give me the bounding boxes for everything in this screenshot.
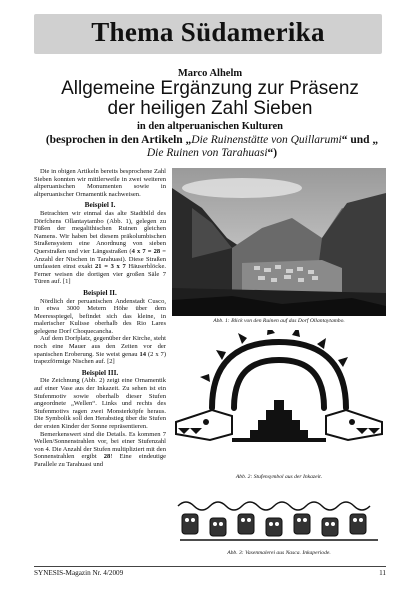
footer-magazine: SYNESIS-Magazin Nr. 4/2009 — [34, 569, 124, 577]
review-mid: “ und „ — [341, 134, 379, 146]
review-ref-2: Die Ruinen von Tarahuasi — [146, 147, 268, 159]
paragraph-example-3a: Die Zeichnung (Abb. 2) zeigt eine Ornamentik auf einer Vase aus der Inkazeit. Zu sehen ist ein Stufenmotiv sowie oberhalb dieser Stufen angeordnete „Wellen“. Links und rechts des Stufenmotivs ragen zwei Monsterköpfe heraus. Die Symbolik soll den Herabstieg über die Stufen der ersten Kinder der Sonne repräsentieren. — [34, 377, 166, 430]
body-column — [34, 168, 166, 469]
nasca-vase-painting — [172, 492, 386, 548]
p2-text-b: Auf dem Dorfplatz, gegenüber der Kirche, steht noch eine Mauer aus den Zeiten vor der spanischen Eroberung. Sie weist genau — [34, 335, 166, 358]
p2-formula: 14 — [139, 350, 147, 358]
page-number: 11 — [379, 569, 386, 577]
article-author: Marco Alhelm — [177, 68, 243, 79]
figure-2-caption: Abb. 2: Stufensymbol aus der Inkazeit. — [235, 474, 323, 480]
review-ref-1: Die Ruinenstätte von Quillarumi — [191, 134, 342, 146]
paragraph-example-2a: Nördlich der peruanischen Andenstadt Cusco, in etwa 3000 Metern Höhe über dem Meeresspiegel, befindet sich das kleine, in malerischer Kulisse oberhalb des Rio Lares gelegene Dorf Choquecancha. — [34, 297, 166, 335]
figure-1-caption: Abb. 1: Blick von den Ruinen auf das Dorf Ollantaytambo. — [213, 318, 345, 324]
figure-3 — [172, 492, 386, 556]
figure-1 — [172, 168, 386, 324]
p1-text-b: = Anzahl der Nischen in Tarahuasi). Diese Straßen umfassten einst exakt — [34, 247, 166, 271]
article-subtitle: in den altperuanischen Kulturen — [137, 121, 283, 132]
review-suffix: “) — [267, 147, 278, 159]
p1-text-c: Häuserblöcke. Ferner weisen die dortigen vier großen Säle 7 Türen auf. [1] — [34, 263, 166, 286]
figure-3-caption: Abb. 3: Vasenmalerei aus Nasca. Inkaperiode. — [227, 550, 331, 556]
p3-text-b: Bemerkenswert sind die Details. Es kommen 7 Wellen/Sonnenstrahlen vor, bei einer Stufenzahl von 4. Die Anzahl der Stufen multipliziert mit den Sonnenstrahlen ergibt — [34, 430, 166, 461]
heading-example-2: Beispiel II. — [83, 287, 117, 297]
article-title-line1: Allgemeine Ergänzung zur Präsenz — [61, 78, 359, 99]
intro-paragraph: Die in obigen Artikeln bereits besprochene Zahl Sieben konnten wir mittlerweile in zwei weiteren altperuanischen Monumenten sowie in altperuanischer Ornamentik nachweisen. — [34, 168, 166, 198]
p2-text-c: (2 x 7) trapezförmige Nischen auf. [2] — [34, 350, 167, 366]
review-note — [26, 134, 398, 160]
p3-text-c: ! Eine eindeutige Parallele zu Tarahuasi und — [34, 453, 166, 468]
p1-formula-1: 4 x 7 = 28 — [131, 247, 161, 255]
step-symbol-drawing — [172, 330, 386, 472]
p3-formula: 28 — [103, 453, 111, 461]
review-prefix: (besprochen in den Artikeln „ — [45, 134, 192, 146]
ollantaytambo-photo — [172, 168, 386, 316]
p1-text-a: Betrachten wir einmal das alte Stadtbild des Dörfchens Ollantaytambo (Abb. 1), gelegen zu Füßen der megalithischen Ruinen gleichen Namens. Wir haben bei diesem präkolumbischen Straßensystem eine Anordnung von sieben Querstraßen und vier Längsstraßen ( — [34, 209, 166, 255]
article-title-line2: der heiligen Zahl Sieben — [107, 98, 313, 119]
paragraph-example-3b — [34, 431, 166, 469]
paragraph-example-2b — [34, 335, 166, 365]
figure-2 — [172, 330, 386, 480]
section-header — [34, 14, 382, 54]
article-title — [20, 79, 400, 119]
heading-example-3: Beispiel III. — [81, 367, 119, 377]
footer-divider — [34, 566, 386, 567]
paragraph-example-1 — [34, 210, 166, 286]
section-title: Thema Südamerika — [91, 17, 325, 47]
p1-formula-2: 21 = 3 x 7 — [95, 263, 126, 271]
heading-example-1: Beispiel I. — [84, 200, 116, 210]
